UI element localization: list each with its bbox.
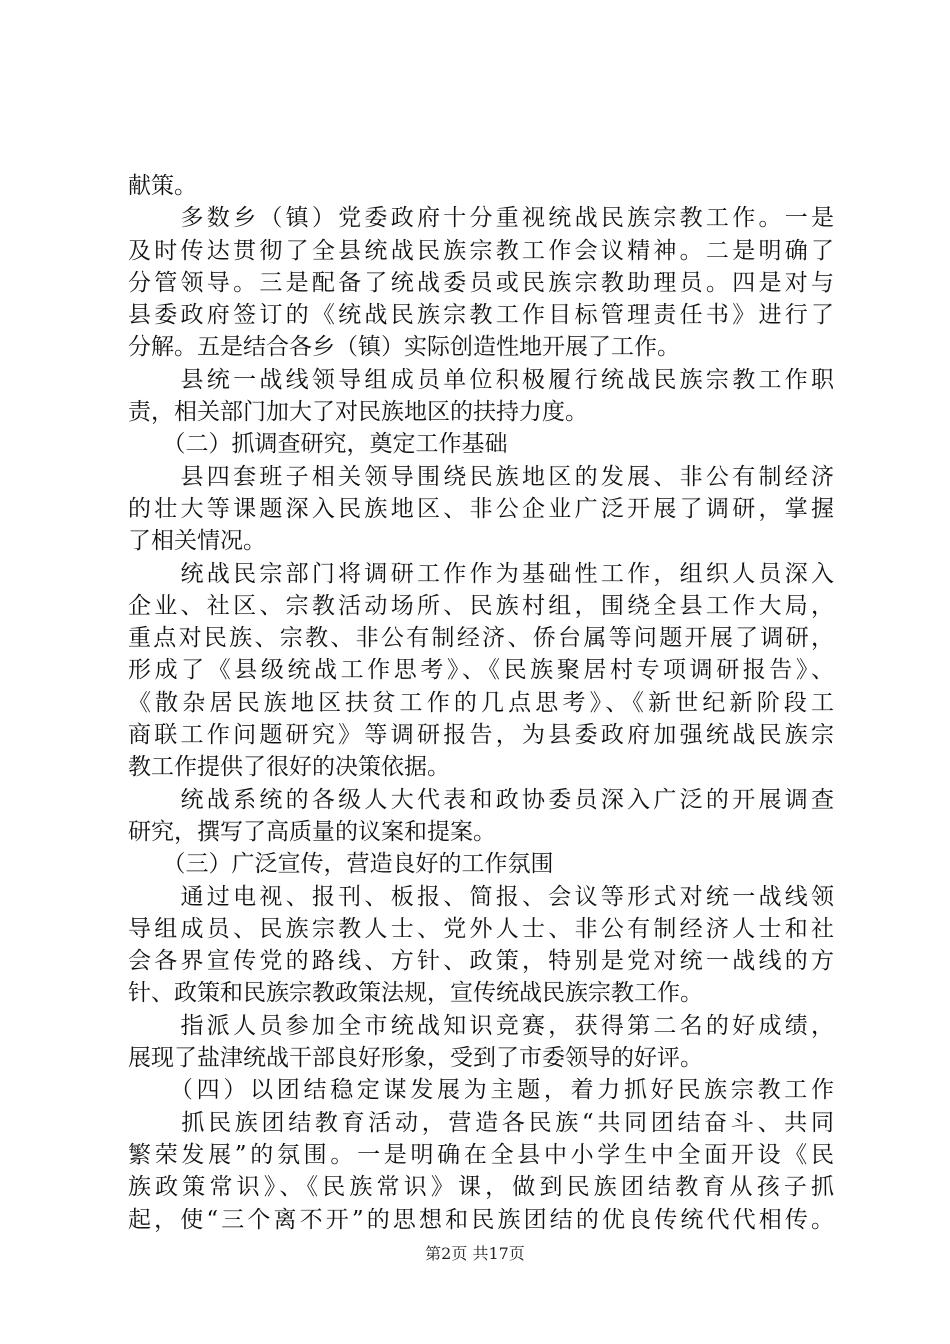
text-line: 了相关情况。 xyxy=(128,528,266,555)
text-line: 县委政府签订的《统战民族宗教工作目标管理责任书》进行了 xyxy=(128,302,834,329)
text-line: 企业、社区、宗教活动场所、民族村组，围绕全县工作大局， xyxy=(128,592,834,619)
document-body xyxy=(128,170,834,1236)
text-line: 商联工作问题研究》等调研报告，为县委政府加强统战民族宗 xyxy=(128,722,834,749)
text-line: 导组成员、民族宗教人士、党外人士、非公有制经济人士和社 xyxy=(128,915,834,942)
text-line: 献策。 xyxy=(128,173,197,199)
text-line: 繁荣发展”的氛围。一是明确在全县中小学生中全面开设《民 xyxy=(128,1141,834,1168)
page-footer: 第2页 共17页 xyxy=(425,1244,525,1263)
text-line: 的壮大等课题深入民族地区、非公企业广泛开展了调研，掌握 xyxy=(128,495,834,522)
text-line: 起，使“三个离不开”的思想和民族团结的优良传统代代相传。 xyxy=(128,1206,834,1233)
text-line: 统战民宗部门将调研工作作为基础性工作，组织人员深入 xyxy=(128,560,834,587)
text-line: 县四套班子相关领导围绕民族地区的发展、非公有制经济 xyxy=(128,463,834,490)
text-line: 分解。五是结合各乡（镇）实际创造性地开展了工作。 xyxy=(128,334,680,361)
text-line: 分管领导。三是配备了统战委员或民族宗教助理员。四是对与 xyxy=(128,269,834,296)
text-line: 教工作提供了很好的决策依据。 xyxy=(128,754,450,781)
text-line: 县统一战线领导组成员单位积极履行统战民族宗教工作职 xyxy=(128,366,834,393)
text-line: 多数乡（镇）党委政府十分重视统战民族宗教工作。一是 xyxy=(128,205,834,232)
text-line: 抓民族团结教育活动，营造各民族“共同团结奋斗、共同 xyxy=(128,1109,834,1136)
text-line: 重点对民族、宗教、非公有制经济、侨台属等问题开展了调研， xyxy=(128,625,834,652)
text-line: 通过电视、报刊、板报、简报、会议等形式对统一战线领 xyxy=(128,883,834,910)
text-line: 展现了盐津统战干部良好形象，受到了市委领导的好评。 xyxy=(128,1045,703,1072)
text-line: 及时传达贯彻了全县统战民族宗教工作会议精神。二是明确了 xyxy=(128,237,834,264)
text-line: 责，相关部门加大了对民族地区的扶持力度。 xyxy=(128,399,588,426)
text-line: （二）抓调查研究，奠定工作基础 xyxy=(128,431,508,458)
text-line: 指派人员参加全市统战知识竞赛，获得第二名的好成绩， xyxy=(128,1012,834,1039)
text-line: 研究，撰写了高质量的议案和提案。 xyxy=(128,818,496,845)
text-line: 统战系统的各级人大代表和政协委员深入广泛的开展调查 xyxy=(128,786,834,813)
text-line: 《散杂居民族地区扶贫工作的几点思考》、《新世纪新阶段工 xyxy=(128,689,834,716)
text-line: 会各界宣传党的路线、方针、政策，特别是党对统一战线的方 xyxy=(128,948,834,975)
text-line: （四）以团结稳定谋发展为主题，着力抓好民族宗教工作 xyxy=(128,1077,834,1104)
text-line: 族政策常识》、《民族常识》课，做到民族团结教育从孩子抓 xyxy=(128,1174,834,1201)
text-line: 针、政策和民族宗教政策法规，宣传统战民族宗教工作。 xyxy=(128,980,703,1007)
text-line: （三）广泛宣传，营造良好的工作氛围 xyxy=(128,851,554,878)
text-line: 形成了《县级统战工作思考》、《民族聚居村专项调研报告》、 xyxy=(128,657,834,684)
